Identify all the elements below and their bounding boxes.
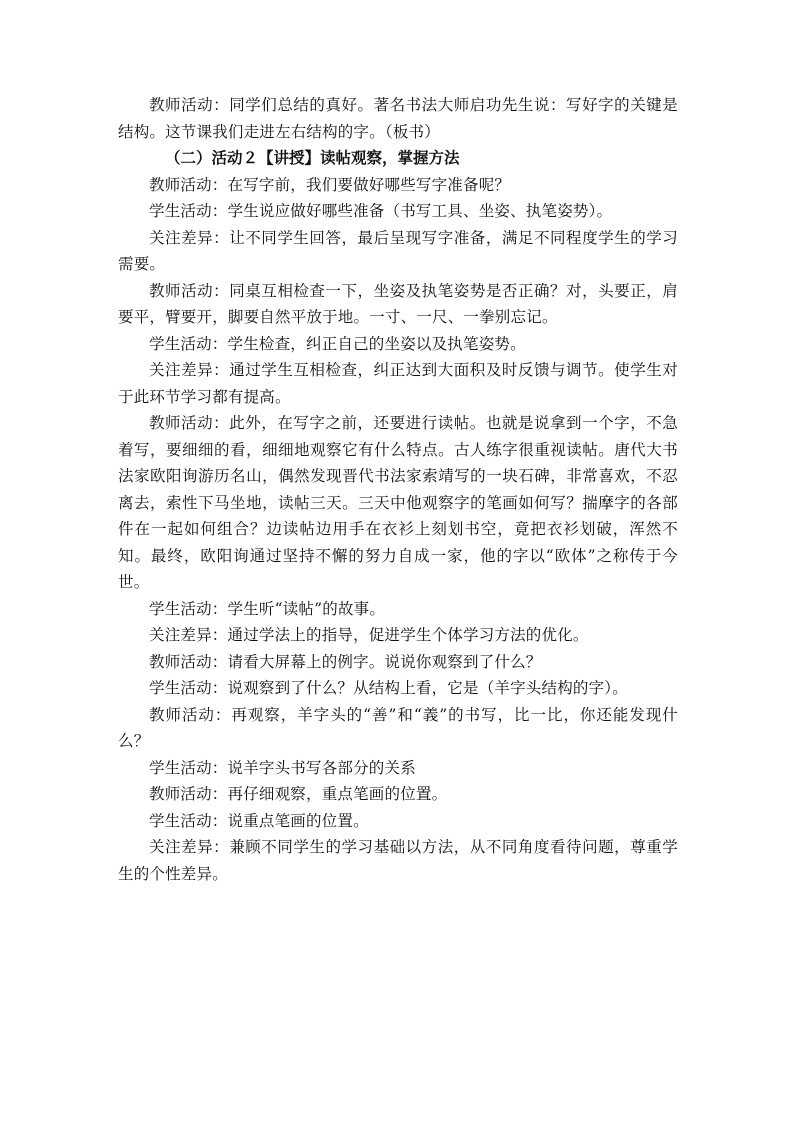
paragraph-student-preparation: 学生活动：学生说应做好哪些准备（书写工具、坐姿、执笔姿势）。: [149, 202, 613, 220]
paragraph-teacher-posture: 教师活动：同桌互相检查一下，坐姿及执笔姿势是否正确？对，头要正，肩要平，臂要开，脚要自然平放于地。一寸、一尺、一拳别忘记。: [118, 281, 678, 326]
paragraph-teacher-strokes: 教师活动：再仔细观察，重点笔画的位置。: [149, 785, 448, 803]
paragraph-student-structure: 学生活动：说观察到了什么？从结构上看，它是（羊字头结构的字）。: [149, 679, 628, 697]
paragraph-teacher-preparation: 教师活动：在写字前，我们要做好哪些写字准备呢？: [149, 175, 511, 194]
paragraph-teacher-screen: 教师活动：请看大屏幕上的例字。说说你观察到了什么？: [149, 652, 542, 671]
paragraph-student-story: 学生活动：学生听“读帖”的故事。: [149, 599, 386, 618]
paragraph-student-posture: 学生活动：学生检查，纠正自己的坐姿以及执笔姿势。: [149, 334, 526, 353]
paragraph-difference-method: 关注差异：通过学法上的指导，促进学生个体学习方法的优化。: [149, 626, 589, 644]
paragraph-teacher-reading-story: 教师活动：此外，在写字之前，还要进行读帖。也就是说拿到一个字，不急着写，要细细的看，细细地观察它有什么特点。古人练字很重视读帖。唐代大书法家欧阳询游历名山，偶然发现晋代书法家索靖写的一块石碑，非常喜欢，不忍离去，索性下马坐地，读帖三天。三天中他观察字的笔画如何写？揣摩字的各部件在一起如何组合？边读帖边用手在衣衫上刻划书空，竟把衣衫划破，浑然不知。最终，欧阳询通过坚持不懈的努力自成一家，他的字以“欧体”之称传于今世。: [118, 414, 678, 591]
paragraph-difference-individual: 关注差异：兼顾不同学生的学习基础以方法，从不同角度看待问题，尊重学生的个性差异。: [118, 838, 678, 883]
section-heading-activity-2: （二）活动２【讲授】读帖观察，掌握方法: [165, 148, 460, 167]
paragraph-teacher-summary: 教师活动：同学们总结的真好。著名书法大师启功先生说：写好字的关键是结构。这节课我们走进左右结构的字。（板书）: [118, 96, 678, 141]
document-body: [118, 92, 678, 887]
paragraph-student-strokes: 学生活动：说重点笔画的位置。: [149, 811, 369, 830]
paragraph-difference-posture: 关注差异：通过学生互相检查，纠正达到大面积及时反馈与调节。使学生对于此环节学习都有提高。: [118, 361, 678, 406]
paragraph-difference-preparation: 关注差异：让不同学生回答，最后呈现写字准备，满足不同程度学生的学习需要。: [118, 228, 678, 273]
paragraph-student-relations: 学生活动：说羊字头书写各部分的关系: [149, 758, 416, 777]
paragraph-teacher-compare: 教师活动：再观察，羊字头的“善”和“義”的书写，比一比，你还能发现什么？: [118, 705, 678, 750]
